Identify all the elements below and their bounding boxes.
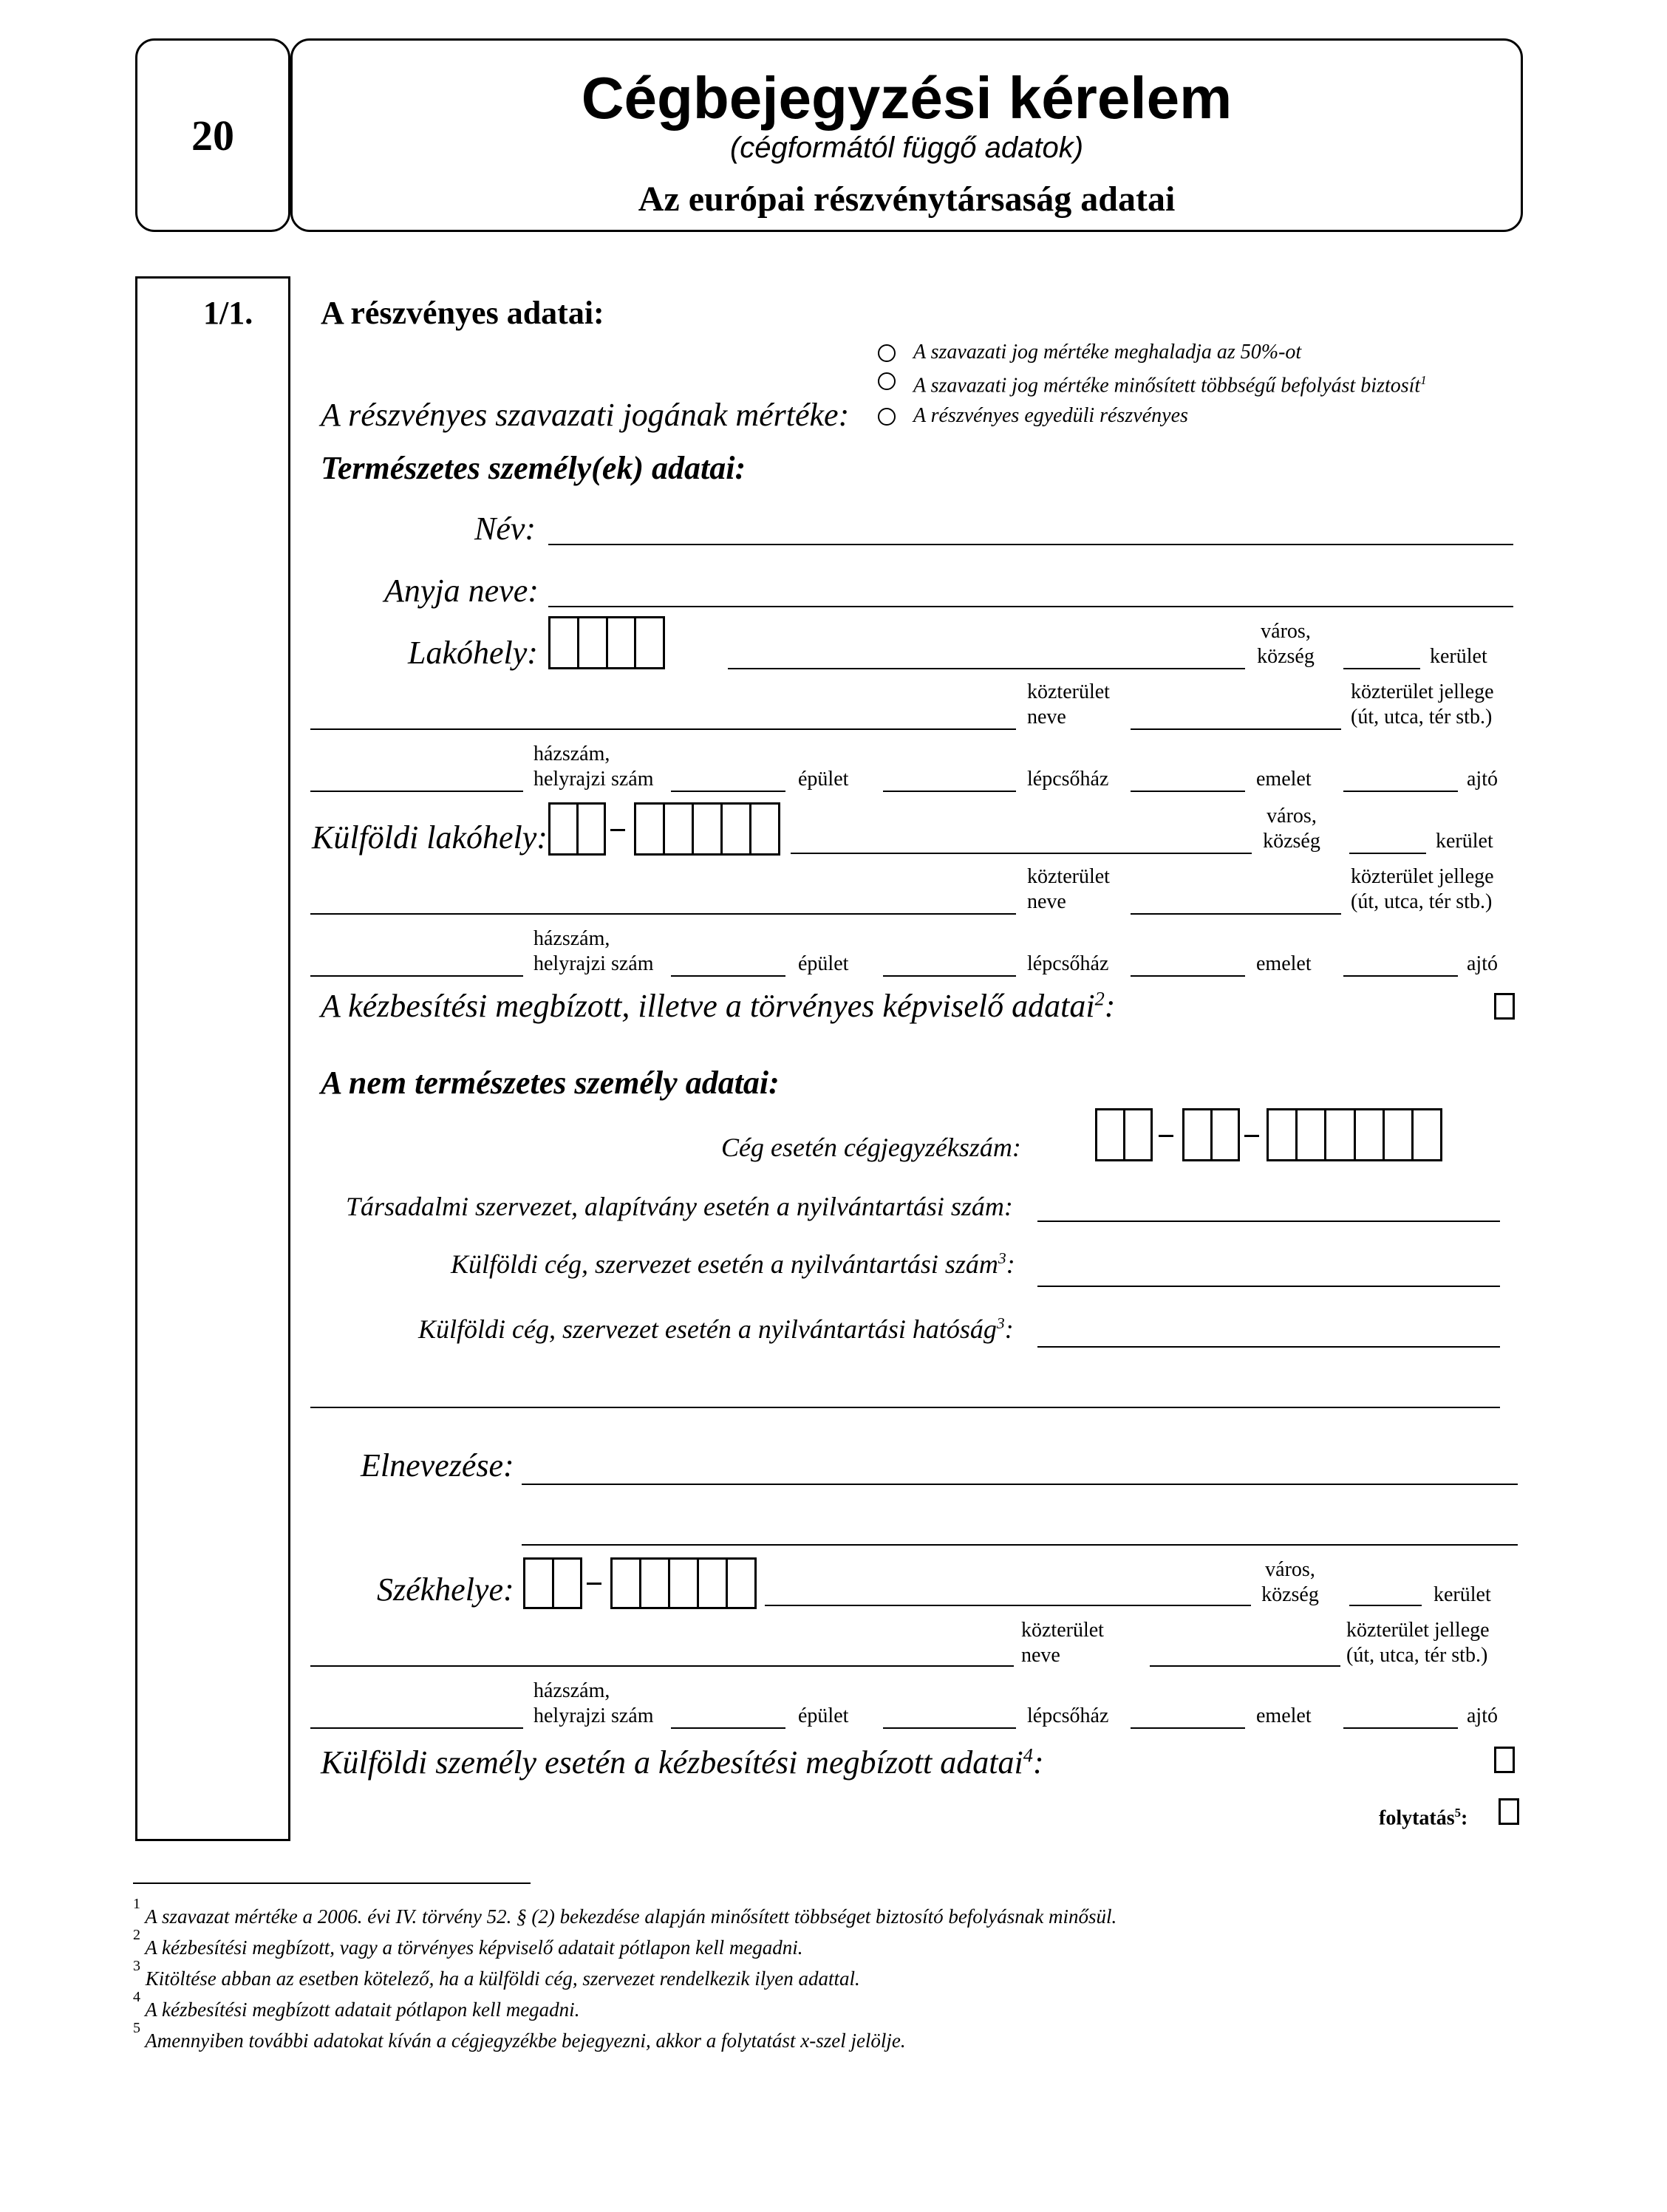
foreign-reg-auth-label: Külföldi cég, szervezet esetén a nyilvántartási hatóság$^3$:: [418, 1314, 1014, 1344]
residence-label: Lakóhely:: [408, 635, 538, 671]
voting-option-radio-3[interactable]: [878, 408, 896, 426]
seat-floor-label: emelet: [1256, 1704, 1312, 1727]
seat-house-label: házszám, helyrajzi szám: [533, 1679, 654, 1727]
residence-house-label: házszám, helyrajzi szám: [533, 743, 654, 791]
seat-house-field[interactable]: [310, 1727, 523, 1729]
seat-building-label: épület: [798, 1704, 849, 1727]
foreign-residence-street-name-label: közterület neve: [1027, 865, 1110, 913]
voting-option-radio-1[interactable]: [878, 344, 896, 362]
foreign-reg-auth-field-2[interactable]: [310, 1407, 1500, 1408]
seat-city-field[interactable]: [765, 1605, 1251, 1606]
seat-street-field[interactable]: [310, 1665, 1014, 1667]
section-number: 1/1.: [203, 295, 253, 331]
residence-floor-field[interactable]: [1343, 791, 1458, 792]
footnote-3: $^3$ Kitöltése abban az esetben kötelező, ha a külföldi cég, szervezet rendelkezik ilyen adattal.: [133, 1958, 860, 1990]
dash-separator: [1159, 1135, 1173, 1137]
seat-street-type-field[interactable]: [1150, 1665, 1340, 1667]
seat-district-label: kerület: [1434, 1583, 1491, 1606]
foreign-residence-door-label: ajtó: [1467, 952, 1498, 975]
foreign-agent-checkbox[interactable]: [1494, 1747, 1515, 1773]
seat-floor-field[interactable]: [1343, 1727, 1458, 1729]
foreign-residence-house-label: házszám, helyrajzi szám: [533, 927, 654, 975]
foreign-residence-house-number-field[interactable]: [671, 975, 785, 977]
foreign-residence-stair-label: lépcsőház: [1027, 952, 1109, 975]
foreign-residence-district-label: kerület: [1436, 830, 1493, 853]
seat-street-name-label: közterület neve: [1021, 1619, 1104, 1667]
dash-separator: [610, 829, 625, 831]
left-column-box: [135, 276, 290, 1841]
dash-separator: [587, 1583, 601, 1585]
ngo-reg-field[interactable]: [1037, 1221, 1500, 1222]
residence-district-label: kerület: [1430, 645, 1487, 668]
foreign-residence-building-label: épület: [798, 952, 849, 975]
seat-label: Székhelye:: [377, 1571, 514, 1608]
seat-stair-label: lépcsőház: [1027, 1704, 1109, 1727]
page-title: Cégbejegyzési kérelem: [581, 65, 1233, 131]
company-reg-part1[interactable]: [1095, 1108, 1153, 1161]
natural-person-heading: Természetes személy(ek) adatai:: [321, 450, 746, 486]
name-field[interactable]: [548, 544, 1513, 545]
residence-building-label: épület: [798, 768, 849, 791]
residence-house-number-field[interactable]: [671, 791, 785, 792]
legal-person-heading: A nem természetes személy adatai:: [321, 1065, 780, 1101]
company-reg-part2[interactable]: [1182, 1108, 1240, 1161]
continue-checkbox[interactable]: [1499, 1798, 1519, 1825]
residence-door-label: ajtó: [1467, 768, 1498, 791]
seat-country-code[interactable]: [523, 1557, 582, 1609]
voting-option-2: A szavazati jog mértéke minősített többségű befolyást biztosít$^1$: [913, 373, 1427, 397]
company-reg-label: Cég esetén cégjegyzékszám:: [721, 1133, 1021, 1162]
foreign-residence-city-field[interactable]: [791, 853, 1252, 854]
agent-label: A kézbesítési megbízott, illetve a törvényes képviselő adatai$^2$:: [321, 987, 1116, 1024]
dash-separator: [1244, 1135, 1259, 1137]
foreign-residence-district-field[interactable]: [1349, 853, 1426, 854]
residence-street-name-label: közterület neve: [1027, 680, 1110, 728]
entity-name-label: Elnevezése:: [361, 1447, 514, 1484]
entity-name-field-2[interactable]: [522, 1544, 1518, 1546]
foreign-residence-house-field[interactable]: [310, 975, 523, 977]
foreign-residence-building-field[interactable]: [883, 975, 1016, 977]
residence-city-label: város, község: [1257, 620, 1315, 668]
foreign-reg-auth-field[interactable]: [1037, 1346, 1500, 1348]
footnote-2: $^2$ A kézbesítési megbízott, vagy a törvényes képviselő adatait pótlapon kell megadni.: [133, 1927, 803, 1959]
foreign-residence-postal-code[interactable]: [634, 802, 780, 856]
foreign-residence-street-type-field[interactable]: [1131, 913, 1341, 915]
form-number: 20: [191, 112, 234, 160]
footnote-1: $^1$ A szavazat mértéke a 2006. évi IV. törvény 52. § (2) bekezdése alapján minősített többséget biztosító befolyásnak minősül.: [133, 1896, 1117, 1928]
residence-stair-label: lépcsőház: [1027, 768, 1109, 791]
agent-checkbox[interactable]: [1494, 993, 1515, 1020]
mother-name-label: Anyja neve:: [384, 573, 539, 609]
footnote-divider: [133, 1882, 531, 1884]
residence-postal-code[interactable]: [548, 616, 665, 669]
residence-street-field[interactable]: [310, 728, 1016, 730]
residence-stair-field[interactable]: [1131, 791, 1245, 792]
foreign-residence-city-label: város, község: [1263, 805, 1320, 853]
footnote-4: $^4$ A kézbesítési megbízott adatait pótlapon kell megadni.: [133, 1989, 580, 2021]
section-title: Az európai részvénytársaság adatai: [638, 180, 1176, 219]
foreign-residence-country-code[interactable]: [548, 802, 606, 856]
voting-label: A részvényes szavazati jogának mértéke:: [321, 397, 850, 433]
company-reg-part3[interactable]: [1267, 1108, 1442, 1161]
seat-building-field[interactable]: [883, 1727, 1016, 1729]
ngo-reg-label: Társadalmi szervezet, alapítvány esetén a nyilvántartási szám:: [346, 1192, 1013, 1221]
seat-street-type-label: közterület jellege (út, utca, tér stb.): [1346, 1619, 1490, 1667]
residence-city-field[interactable]: [728, 668, 1245, 669]
seat-city-label: város, község: [1261, 1558, 1319, 1606]
foreign-agent-label: Külföldi személy esetén a kézbesítési megbízott adatai$^4$:: [321, 1744, 1044, 1781]
continue-label: folytatás$^5$:: [1379, 1806, 1468, 1830]
voting-option-1: A szavazati jog mértéke meghaladja az 50%-ot: [913, 341, 1302, 363]
foreign-residence-label: Külföldi lakóhely:: [312, 819, 548, 856]
residence-floor-label: emelet: [1256, 768, 1312, 791]
page-subtitle: (cégformától függő adatok): [729, 132, 1084, 164]
residence-district-field[interactable]: [1343, 668, 1420, 669]
foreign-residence-floor-label: emelet: [1256, 952, 1312, 975]
foreign-reg-num-field[interactable]: [1037, 1286, 1500, 1287]
foreign-residence-street-field[interactable]: [310, 913, 1016, 915]
voting-option-radio-2[interactable]: [878, 372, 896, 390]
seat-stair-field[interactable]: [1131, 1727, 1245, 1729]
foreign-reg-num-label: Külföldi cég, szervezet esetén a nyilvántartási szám$^3$:: [451, 1249, 1015, 1279]
seat-district-field[interactable]: [1349, 1605, 1422, 1606]
residence-street-type-label: közterület jellege (út, utca, tér stb.): [1351, 680, 1494, 728]
seat-postal-code[interactable]: [610, 1557, 757, 1609]
residence-house-field[interactable]: [310, 791, 523, 792]
residence-street-type-field[interactable]: [1131, 728, 1341, 730]
foreign-residence-stair-field[interactable]: [1131, 975, 1245, 977]
seat-door-label: ajtó: [1467, 1704, 1498, 1727]
name-label: Név:: [474, 511, 536, 547]
foreign-residence-street-type-label: közterület jellege (út, utca, tér stb.): [1351, 865, 1494, 913]
seat-house-number-field[interactable]: [671, 1727, 785, 1729]
mother-name-field[interactable]: [548, 606, 1513, 607]
entity-name-field[interactable]: [522, 1484, 1518, 1485]
residence-building-field[interactable]: [883, 791, 1016, 792]
section-heading: A részvényes adatai:: [321, 295, 604, 331]
voting-option-3: A részvényes egyedüli részvényes: [913, 404, 1188, 427]
footnote-5: $^5$ Amennyiben további adatokat kíván a cégjegyzékbe bejegyezni, akkor a folytatást x-szel jelölje.: [133, 2020, 906, 2052]
foreign-residence-floor-field[interactable]: [1343, 975, 1458, 977]
